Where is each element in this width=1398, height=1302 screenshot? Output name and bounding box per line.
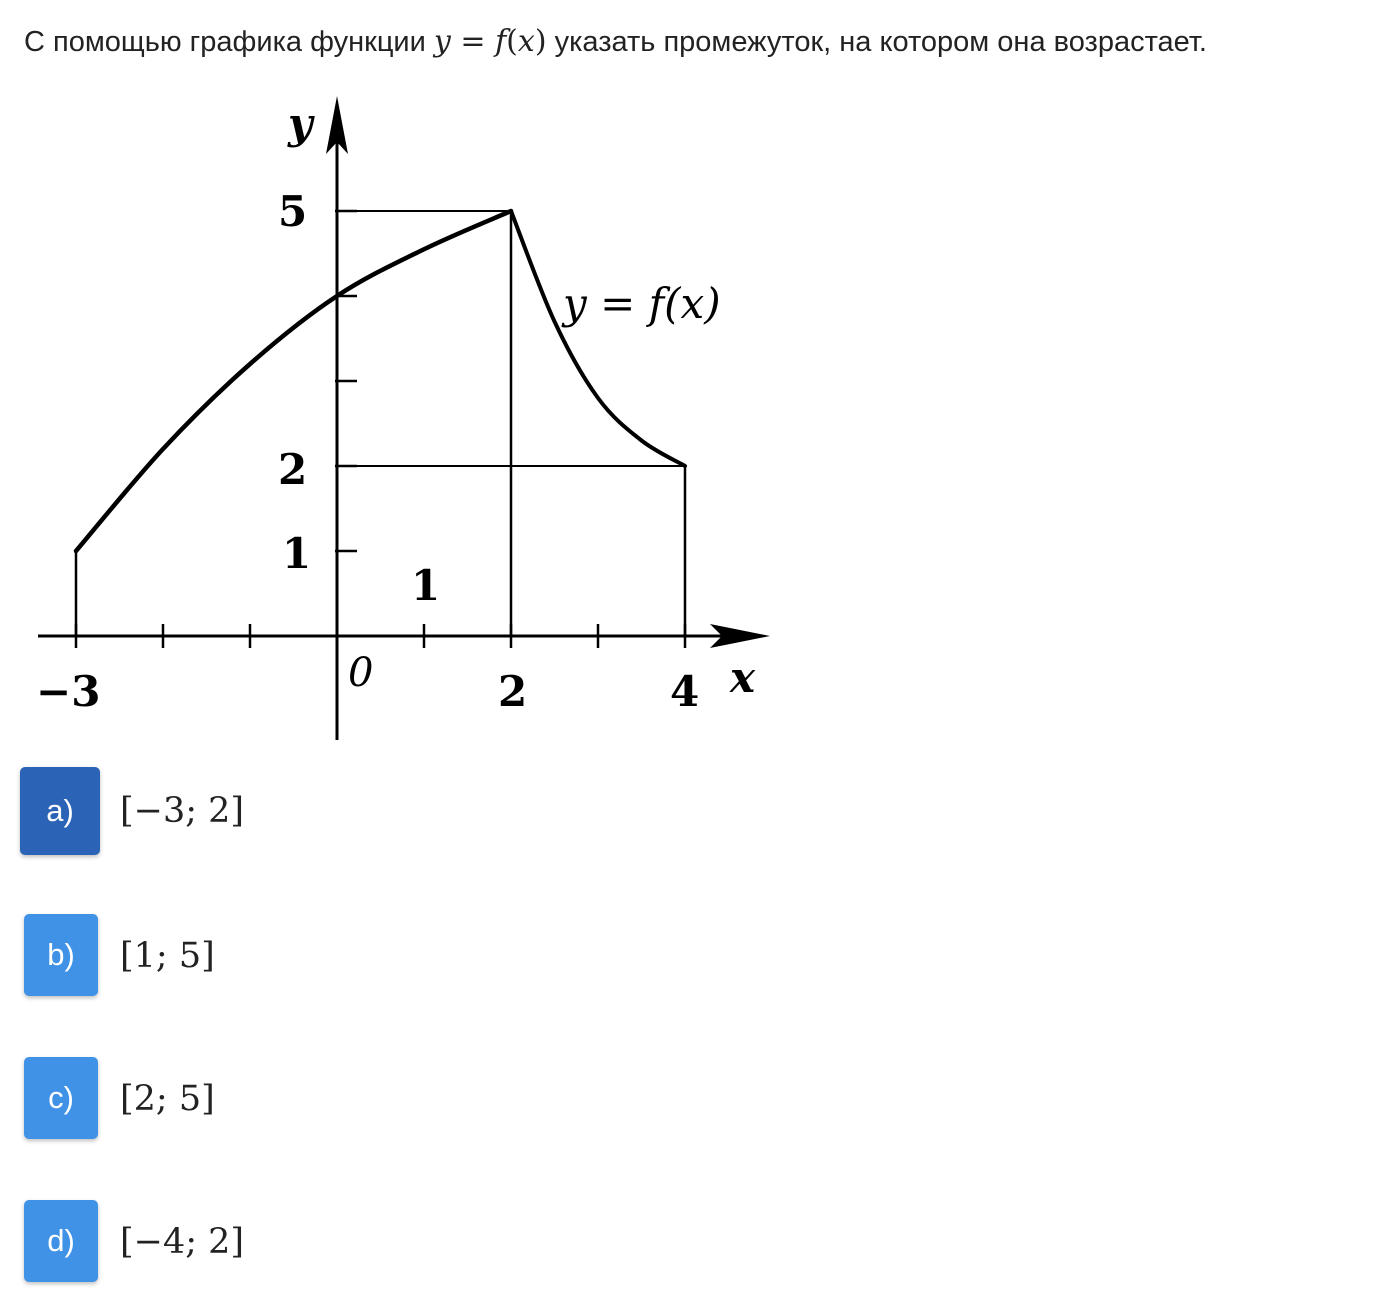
formula-x: x (517, 24, 535, 59)
option-answer-text: [1; 5] (120, 936, 215, 976)
function-label: y = f(x) (563, 279, 721, 328)
question-lead: С помощью графика функции (24, 26, 434, 58)
function-graph (30, 88, 790, 748)
option-answer-text: [−3; 2] (120, 791, 245, 831)
formula-close: ) (534, 24, 547, 59)
axis-ticks (76, 211, 685, 648)
x-tick-label: 2 (498, 667, 528, 716)
x-axis-label: x (730, 653, 756, 702)
x-tick-label: −3 (36, 667, 101, 716)
question-tail: указать промежуток, на котором она возрастает. (546, 26, 1207, 58)
question-text (24, 22, 1207, 62)
origin-label: 0 (348, 650, 374, 696)
formula-open: ( (506, 24, 518, 59)
formula-eq: = (450, 24, 496, 59)
y-tick-label: 1 (282, 529, 312, 578)
axes (38, 96, 770, 740)
formula-f: f (495, 24, 507, 59)
option-answer-text: [2; 5] (120, 1079, 215, 1119)
guide-lines (76, 211, 685, 636)
curve-decreasing (511, 211, 685, 466)
option-letter-button[interactable]: a) (20, 767, 100, 855)
graph-labels (36, 99, 756, 716)
option-letter-button[interactable]: c) (24, 1057, 98, 1139)
x-tick-label: 4 (670, 667, 700, 716)
answer-option[interactable] (20, 767, 420, 857)
formula-y: y (433, 24, 451, 59)
curve-increasing (76, 211, 511, 551)
answer-option[interactable] (20, 1198, 420, 1288)
y-tick-label: 5 (278, 187, 308, 236)
question-formula (434, 24, 547, 59)
y-axis-label: y (288, 99, 313, 148)
option-letter-button[interactable]: d) (24, 1200, 98, 1282)
function-curve (76, 211, 685, 551)
option-letter-button[interactable]: b) (24, 914, 98, 996)
answer-option[interactable] (20, 912, 420, 1002)
answer-option[interactable] (20, 1055, 420, 1145)
x-tick-label: 1 (411, 561, 441, 610)
option-answer-text: [−4; 2] (120, 1222, 245, 1262)
y-tick-label: 2 (278, 445, 308, 494)
